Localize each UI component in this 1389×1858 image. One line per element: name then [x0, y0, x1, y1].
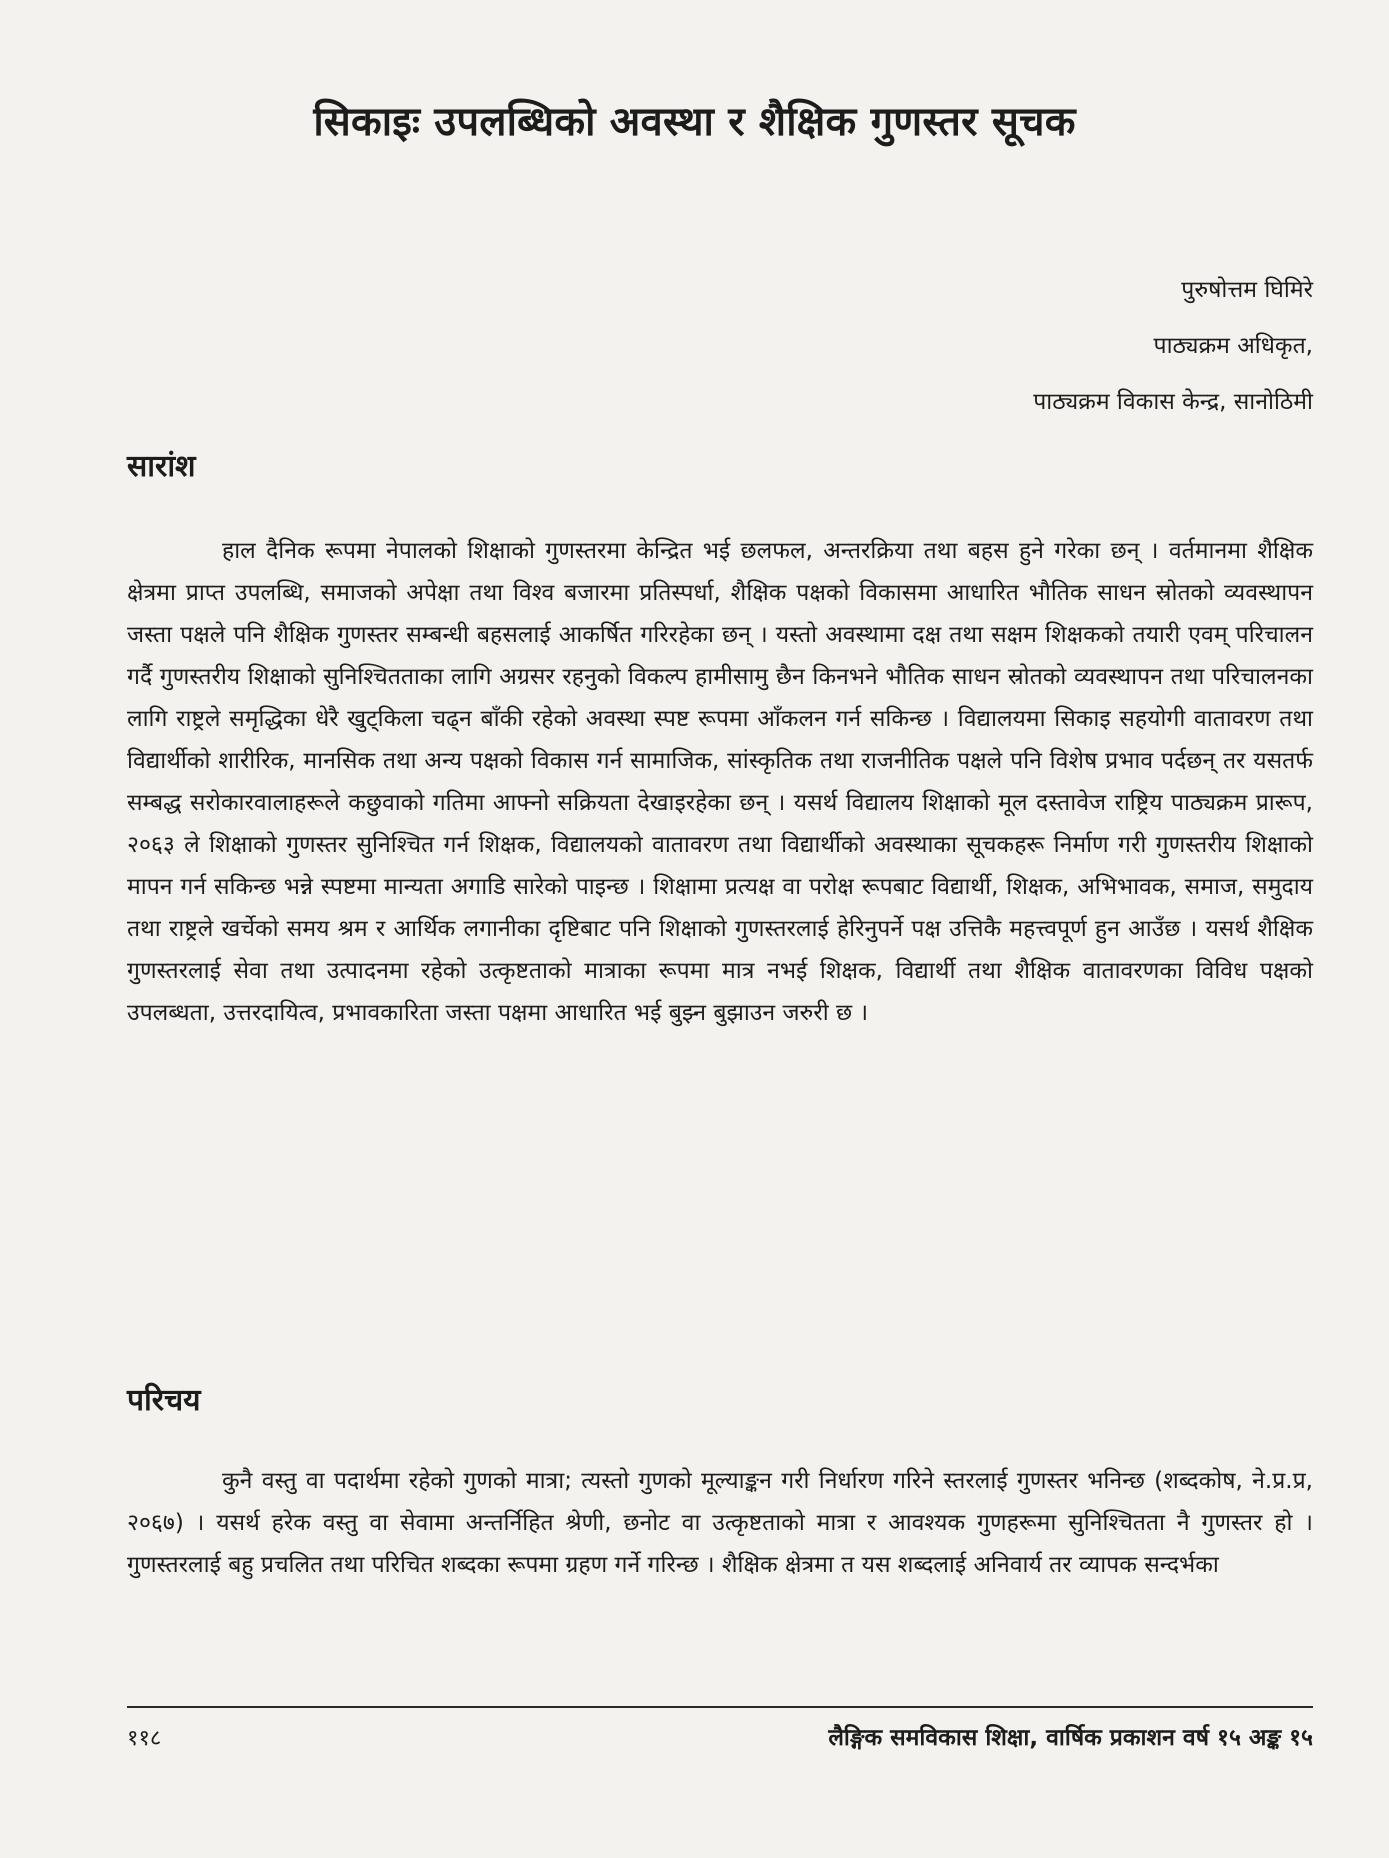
introduction-paragraph: कुनै वस्तु वा पदार्थमा रहेको गुणको मात्रा; त्यस्तो गुणको मूल्याङ्कन गरी निर्धारण गरिने स्तरलाई गुणस्तर भनिन्छ (शब्दकोष, ने.प्र.प्र, २०६७) । यसर्थ हरेक वस्तु वा सेवामा अन्तर्निहित श्रेणी, छनोट वा उत्कृष्टताको मात्रा र आवश्यक गुणहरूमा सुनिश्चितता नै गुणस्तर हो । गुणस्तरलाई बहु प्रचलित तथा परिचित शब्दका रूपमा ग्रहण गर्ने गरिन्छ । शैक्षिक क्षेत्रमा त यस शब्दलाई अनिवार्य तर व्यापक सन्दर्भका: [127, 1468, 1313, 1578]
footer-divider: [127, 1706, 1313, 1708]
author-name: पुरुषोत्तम घिमिरे: [1181, 277, 1313, 303]
footer-page-number: ११८: [127, 1726, 162, 1751]
author-designation: पाठ्यक्रम अधिकृत,: [1153, 333, 1313, 359]
footer-journal-title: लैङ्गिक समविकास शिक्षा, वार्षिक प्रकाशन वर्ष १५ अङ्क १५: [828, 1725, 1313, 1751]
abstract-paragraph: हाल दैनिक रूपमा नेपालको शिक्षाको गुणस्तरमा केन्द्रित भई छलफल, अन्तरक्रिया तथा बहस हुने गरेका छन् । वर्तमानमा शैक्षिक क्षेत्रमा प्राप्त उपलब्धि, समाजको अपेक्षा तथा विश्व बजारमा प्रतिस्पर्धा, शैक्षिक पक्षको विकासमा आधारित भौतिक साधन स्रोतको व्यवस्थापन जस्ता पक्षले पनि शैक्षिक गुणस्तर सम्बन्धी बहसलाई आकर्षित गरिरहेका छन् । यस्तो अवस्थामा दक्ष तथा सक्षम शिक्षकको तयारी एवम् परिचालन गर्दै गुणस्तरीय शिक्षाको सुनिश्चितताका लागि अग्रसर रहनुको विकल्प हामीसामु छैन किनभने भौतिक साधन स्रोतको व्यवस्थापन तथा परिचालनका लागि राष्ट्रले समृद्धिका धेरै खुट्किला चढ्न बाँकी रहेको अवस्था स्पष्ट रूपमा आँकलन गर्न सकिन्छ । विद्यालयमा सिकाइ सहयोगी वातावरण तथा विद्यार्थीको शारीरिक, मानसिक तथा अन्य पक्षको विकास गर्न सामाजिक, सांस्कृतिक तथा राजनीतिक पक्षले पनि विशेष प्रभाव पर्दछन् तर यसतर्फ सम्बद्ध सरोकारवालाहरूले कछुवाको गतिमा आफ्नो सक्रियता देखाइरहेका छन् । यसर्थ विद्यालय शिक्षाको मूल दस्तावेज राष्ट्रिय पाठ्यक्रम प्रारूप, २०६३ ले शिक्षाको गुणस्तर सुनिश्चित गर्न शिक्षक, विद्यालयको वातावरण तथा विद्यार्थीको अवस्थाका सूचकहरू निर्माण गरी गुणस्तरीय शिक्षाको मापन गर्न सकिन्छ भन्ने स्पष्टमा मान्यता अगाडि सारेको पाइन्छ । शिक्षामा प्रत्यक्ष वा परोक्ष रूपबाट विद्यार्थी, शिक्षक, अभिभावक, समाज, समुदाय तथा राष्ट्रले खर्चेको समय श्रम र आर्थिक लगानीका दृष्टिबाट पनि शिक्षाको गुणस्तरलाई हेरिनुपर्ने पक्ष उत्तिकै महत्त्वपूर्ण हुन आउँछ । यसर्थ शैक्षिक गुणस्तरलाई सेवा तथा उत्पादनमा रहेको उत्कृष्टताको मात्राका रूपमा मात्र नभई शिक्षक, विद्यार्थी तथा शैक्षिक वातावरणका विविध पक्षको उपलब्धता, उत्तरदायित्व, प्रभावकारिता जस्ता पक्षमा आधारित भई बुझ्न बुझाउन जरुरी छ ।: [127, 538, 1313, 1026]
section-heading-abstract: सारांश: [127, 449, 196, 484]
author-organization: पाठ्यक्रम विकास केन्द्र, सानोठिमी: [1033, 389, 1313, 415]
section-heading-introduction: परिचय: [127, 1383, 201, 1418]
author-block: [1033, 262, 1313, 430]
document-title: सिकाइः उपलब्धिको अवस्था र शैक्षिक गुणस्तर सूचक: [313, 99, 1076, 145]
